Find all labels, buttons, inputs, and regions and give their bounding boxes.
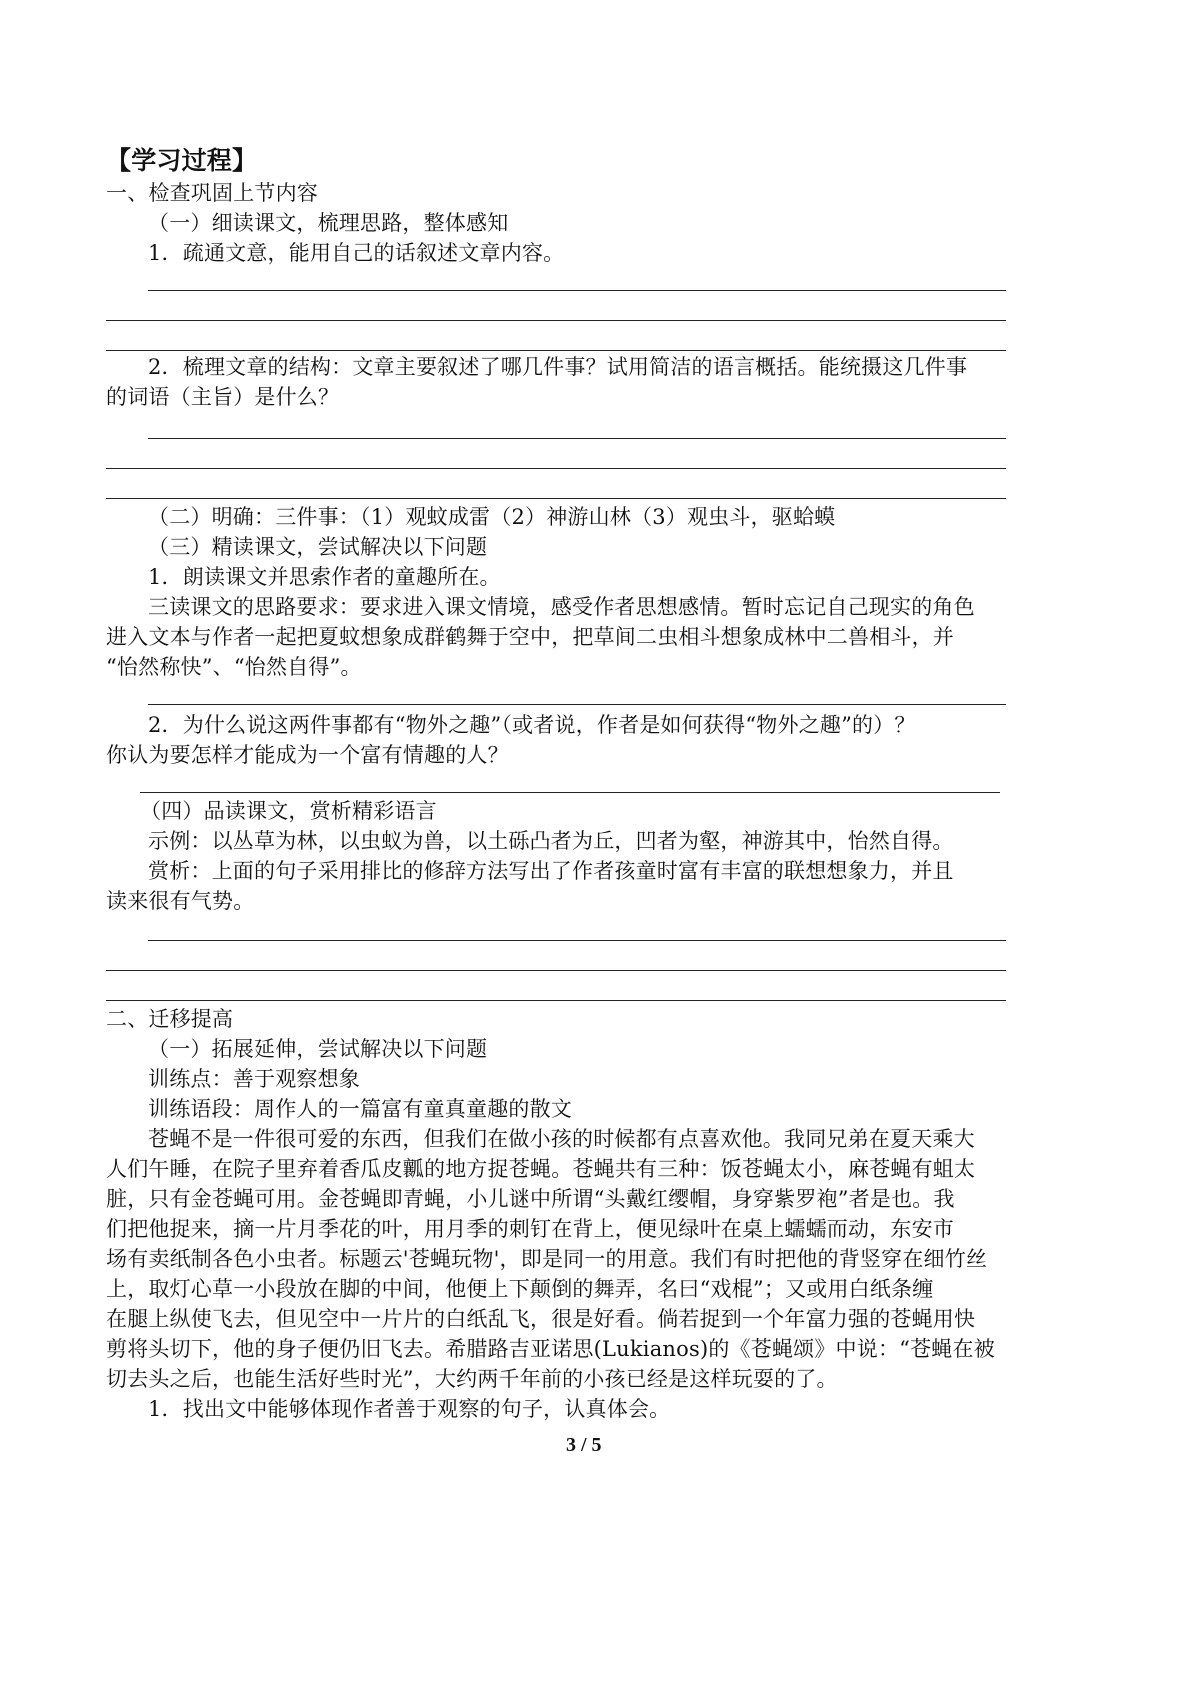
- passage-line: 在腿上纵使飞去，但见空中一片片的白纸乱飞，很是好看。倘若捉到一个年富力强的苍蝇用快: [106, 1307, 976, 1331]
- passage-line: 苍蝇不是一件很可爱的东西，但我们在做小孩的时候都有点喜欢他。我同兄弟在夏天乘大: [148, 1127, 975, 1151]
- section1-sub4: （四）品读课文，赏析精彩语言: [140, 799, 437, 823]
- analysis-line1: 赏析：上面的句子采用排比的修辞方法写出了作者孩童时富有丰富的联想想象力，并且: [148, 859, 954, 883]
- question-1: 1．疏通文意，能用自己的话叙述文章内容。: [148, 241, 565, 265]
- training-point: 训练点：善于观察想象: [148, 1067, 360, 1091]
- passage-line: 人们午睡，在院子里弃着香瓜皮瓤的地方捉苍蝇。苍蝇共有三种：饭苍蝇太小，麻苍蝇有蛆太: [106, 1157, 976, 1181]
- answer-line: [140, 792, 1000, 793]
- answer-line: [106, 320, 1006, 321]
- passage-label: 训练语段：周作人的一篇富有童真童趣的散文: [148, 1097, 572, 1121]
- heading: 【学习过程】: [106, 146, 258, 175]
- section2-question-1: 1．找出文中能够体现作者善于观察的句子，认真体会。: [148, 1397, 671, 1421]
- answer-line: [106, 468, 1006, 469]
- section1-sub2: （二）明确：三件事：（1）观蚊成雷（2）神游山林（3）观虫斗，驱蛤蟆: [148, 505, 836, 529]
- question-3: 1．朗读课文并思索作者的童趣所在。: [148, 565, 501, 589]
- question-2-line1: 2．梳理文章的结构：文章主要叙述了哪几件事？试用简洁的语言概括。能统摄这几件事: [148, 355, 968, 379]
- requirement-line2: 进入文本与作者一起把夏蚊想象成群鹤舞于空中，把草间二虫相斗想象成林中二兽相斗，并: [106, 625, 954, 649]
- question-2-line2: 的词语（主旨）是什么？: [106, 385, 340, 409]
- section1-sub3: （三）精读课文，尝试解决以下问题: [148, 535, 488, 559]
- answer-line: [148, 704, 1006, 705]
- section1-title: 一、检查巩固上节内容: [106, 181, 318, 205]
- section1-sub1: （一）细读课文，梳理思路，整体感知: [148, 211, 509, 235]
- requirement-line3: “怡然称快”、“怡然自得”。: [106, 655, 362, 679]
- answer-line: [148, 940, 1006, 941]
- example-text: 示例：以丛草为林，以虫蚁为兽，以土砾凸者为丘，凹者为壑，神游其中，怡然自得。: [148, 829, 954, 853]
- section2-sub1: （一）拓展延伸，尝试解决以下问题: [148, 1037, 488, 1061]
- question-4-line2: 你认为要怎样才能成为一个富有情趣的人？: [106, 743, 509, 767]
- answer-line: [148, 438, 1006, 439]
- question-4-line1: 2．为什么说这两件事都有“物外之趣”（或者说，作者是如何获得“物外之趣”的）？: [148, 713, 916, 737]
- passage-line: 剪将头切下，他的身子便仍旧飞去。希腊路吉亚诺思(Lukianos)的《苍蝇颂》中说：“苍蝇在被: [106, 1337, 995, 1361]
- passage-line: 场有卖纸制各色小虫者。标题云'苍蝇玩物'，即是同一的用意。我们有时把他的背竖穿在细竹丝: [106, 1247, 988, 1271]
- passage-line: 脏，只有金苍蝇可用。金苍蝇即青蝇，小儿谜中所谓“头戴红缨帽，身穿紫罗袍”者是也。我: [106, 1187, 955, 1211]
- answer-line: [106, 498, 1006, 499]
- answer-line: [148, 290, 1006, 291]
- answer-line: [106, 350, 1006, 351]
- analysis-line2: 读来很有气势。: [106, 889, 255, 913]
- section2-title: 二、迁移提高: [106, 1007, 234, 1031]
- passage-line: 上，取灯心草一小段放在脚的中间，他便上下颠倒的舞弄，名曰“戏棍”；又或用白纸条缠: [106, 1277, 934, 1301]
- answer-line: [106, 1000, 1006, 1001]
- page-number: 3 / 5: [566, 1434, 602, 1456]
- passage-line: 切去头之后，也能生活好些时光”，大约两千年前的小孩已经是这样玩耍的了。: [106, 1367, 838, 1391]
- answer-line: [106, 970, 1006, 971]
- requirement-line1: 三读课文的思路要求：要求进入课文情境，感受作者思想感情。暂时忘记自己现实的角色: [148, 595, 975, 619]
- passage-line: 们把他捉来，摘一片月季花的叶，用月季的刺钉在背上，便见绿叶在桌上蠕蠕而动，东安市: [106, 1217, 954, 1241]
